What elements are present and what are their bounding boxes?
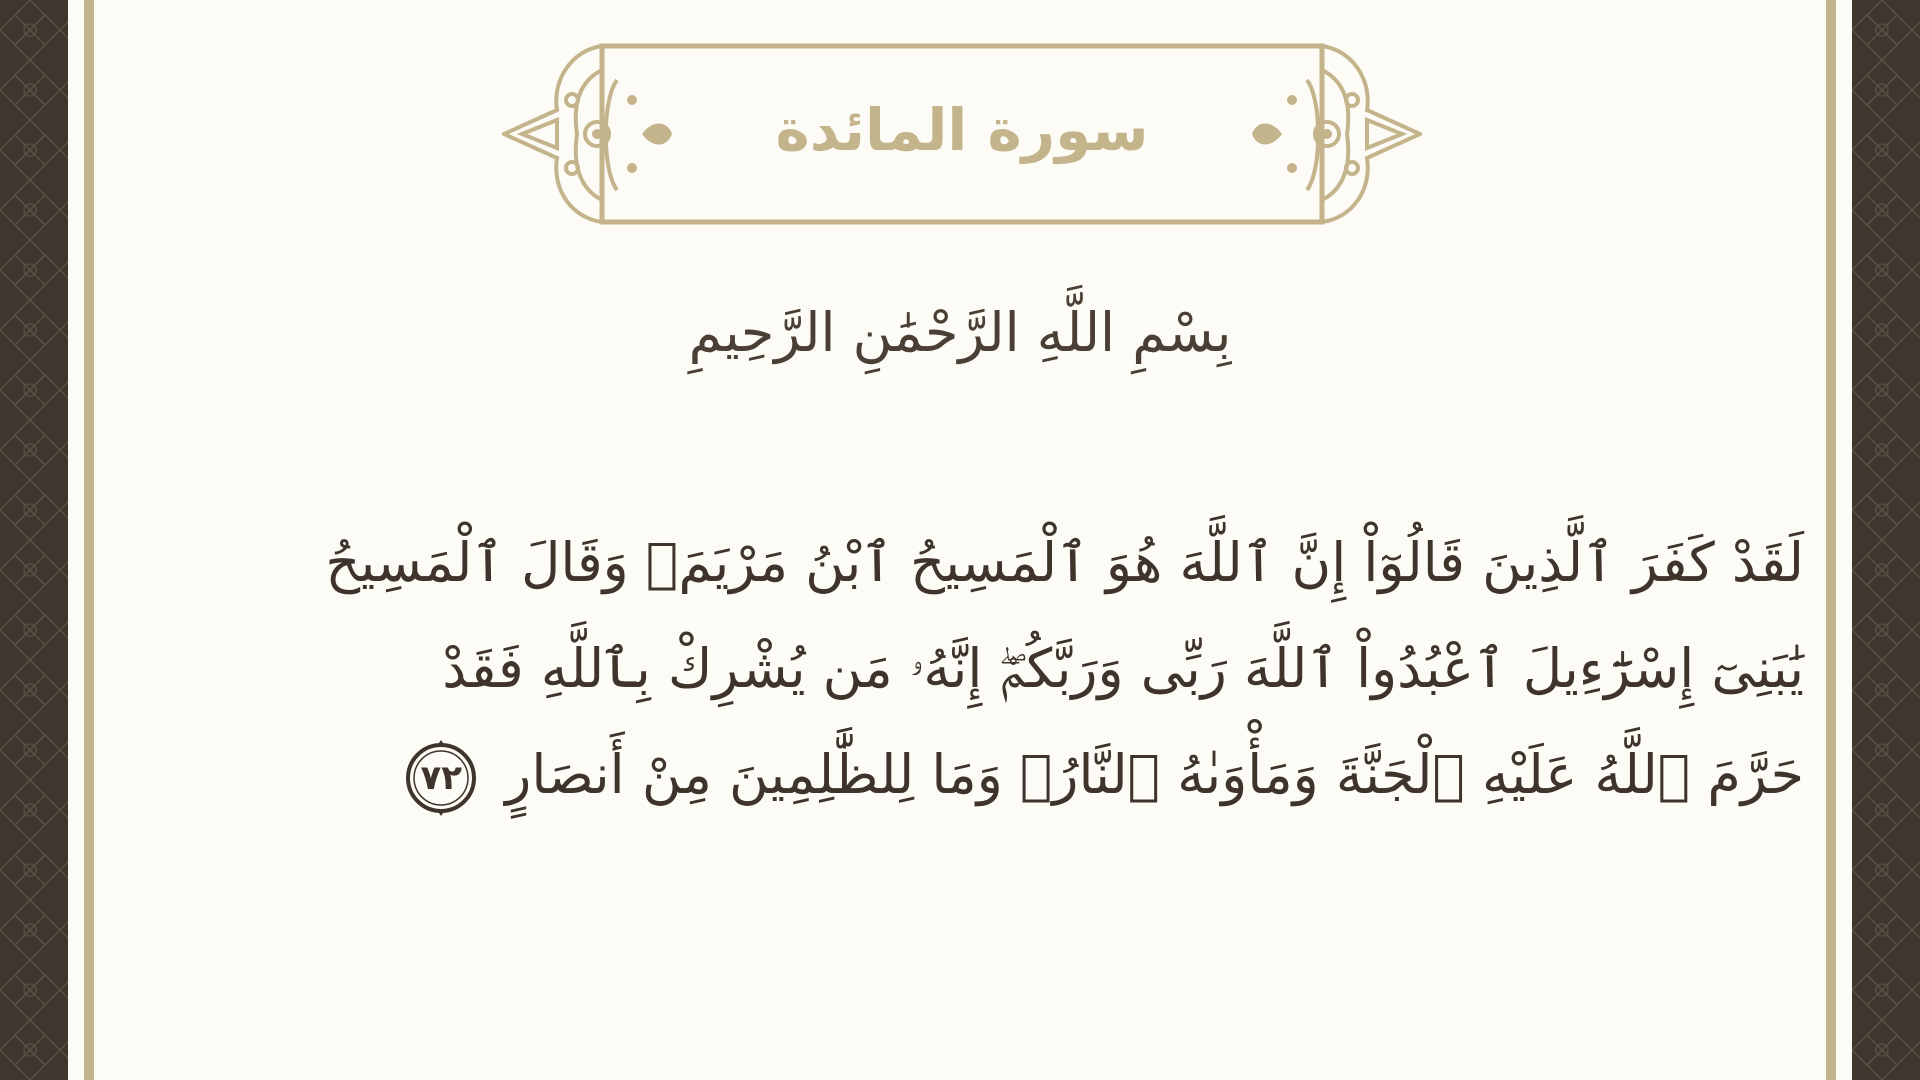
surah-title-banner [502, 40, 1422, 230]
ayah-number-marker [401, 738, 481, 818]
ayah-number: ٧٢ [420, 758, 463, 799]
left-frame-gap [68, 0, 84, 1080]
geometric-pattern-icon [1852, 0, 1920, 1080]
left-gold-frame-line [84, 0, 94, 1080]
verse-text [274, 510, 1804, 828]
right-decorative-border [1852, 0, 1920, 1080]
left-decorative-border [0, 0, 68, 1080]
verse-line-1: لَقَدْ كَفَرَ ٱلَّذِينَ قَالُوٓاْ إِنَّ ٱللَّهَ هُوَ ٱلْمَسِيحُ ٱبْنُ مَرْيَمَۖ وَقَالَ ٱلْمَسِيحُ [325, 531, 1804, 594]
verse-line-3 [274, 722, 1804, 828]
verse-line-3-text: حَرَّمَ ٱللَّهُ عَلَيْهِ ٱلْجَنَّةَ وَمَأْوَىٰهُ ٱلنَّارُۖ وَمَا لِلظَّٰلِمِينَ مِنْ أَنصَارٍ [505, 743, 1804, 806]
surah-title: سورة المائدة [775, 96, 1149, 164]
mushaf-page [94, 0, 1826, 1080]
verse-line-2: يَٰبَنِىٓ إِسْرَٰٓءِيلَ ٱعْبُدُواْ ٱللَّهَ رَبِّى وَرَبَّكُمْۖ إِنَّهُۥ مَن يُشْرِكْ بِٱللَّهِ فَقَدْ [442, 637, 1804, 700]
right-frame-gap [1836, 0, 1852, 1080]
right-gold-frame-line [1826, 0, 1836, 1080]
geometric-pattern-icon [0, 0, 68, 1080]
basmala: بِسْمِ اللَّهِ الرَّحْمَٰنِ الرَّحِيمِ [688, 301, 1232, 364]
